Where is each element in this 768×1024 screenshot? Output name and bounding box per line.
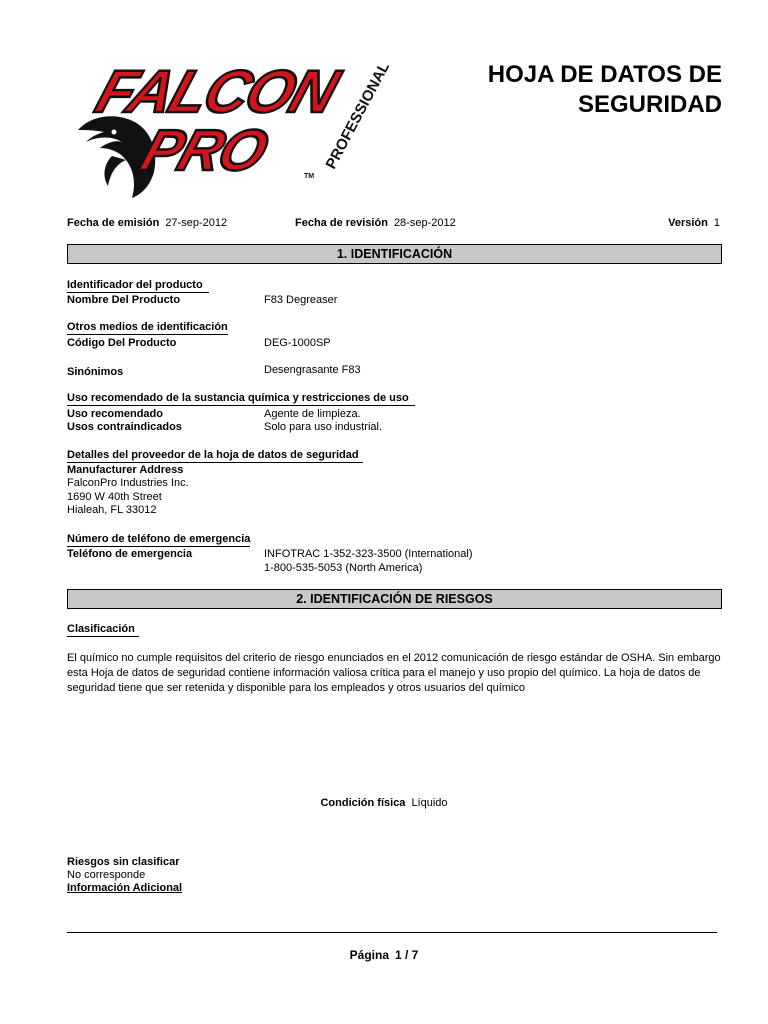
physical-condition — [0, 797, 768, 809]
page-number — [0, 948, 768, 962]
manufacturer-line-2: 1690 W 40th Street — [67, 491, 162, 503]
manufacturer-line-3: Hialeah, FL 33012 — [67, 504, 157, 516]
product-code-value: DEG-1000SP — [264, 337, 331, 349]
recommended-use-value: Agente de limpieza. — [264, 408, 361, 420]
issue-date-value: 27-sep-2012 — [165, 217, 228, 229]
other-means-heading: Otros medios de identificación — [67, 321, 228, 333]
emergency-phone-label: Teléfono de emergencia — [67, 548, 193, 560]
logo-falcon-text: FALCON — [88, 58, 345, 126]
additional-info-heading: Información Adicional — [67, 882, 183, 894]
section-1-header: 1. IDENTIFICACIÓN — [67, 244, 722, 264]
contraindicated-use-value: Solo para uso industrial. — [264, 421, 383, 433]
emergency-phone-line-2: 1-800-535-5053 (North America) — [264, 562, 423, 574]
unclassified-hazards-value: No corresponde — [67, 869, 146, 881]
product-name-label: Nombre Del Producto — [67, 294, 181, 306]
version-label: Versión — [668, 217, 708, 229]
product-identifier-heading: Identificador del producto — [67, 279, 209, 291]
classification-text: El químico no cumple requisitos del criterio de riesgo enunciados en el 2012 comunicación de riesgo estándar de OSHA. Sin embargo esta Hoja de datos de seguridad contiene información valiosa crítica para el manejo y uso propio del químico. La hoja de datos de seguridad tiene que ser retenida y disponible para los empleados y otros usuarios del químico — [67, 652, 721, 694]
document-title — [422, 60, 722, 120]
revision-date — [295, 217, 456, 229]
revision-date-label: Fecha de revisión — [295, 217, 388, 229]
logo-tm-text: TM — [304, 173, 315, 180]
version — [668, 217, 720, 229]
physical-condition-label: Condición física — [320, 797, 406, 809]
product-name-value: F83 Degreaser — [264, 294, 338, 306]
supplier-details-heading: Detalles del proveedor de la hoja de datos de seguridad — [67, 449, 363, 461]
classification-heading: Clasificación — [67, 623, 139, 635]
product-code-label: Código Del Producto — [67, 337, 177, 349]
footer-divider — [67, 932, 717, 933]
title-line-2: SEGURIDAD — [577, 91, 722, 118]
emergency-phone-heading: Número de teléfono de emergencia — [67, 533, 251, 545]
section-2-header: 2. IDENTIFICACIÓN DE RIESGOS — [67, 589, 722, 609]
logo-pro-text: PRO — [133, 117, 275, 183]
issue-date-label: Fecha de emisión — [67, 217, 160, 229]
synonyms-value: Desengrasante F83 — [264, 364, 361, 376]
revision-date-value: 28-sep-2012 — [393, 217, 456, 229]
unclassified-hazards-label: Riesgos sin clasificar — [67, 856, 180, 868]
emergency-phone-line-1: INFOTRAC 1-352-323-3500 (International) — [264, 548, 473, 560]
recommended-use-label: Uso recomendado — [67, 408, 163, 420]
title-line-1: HOJA DE DATOS DE — [487, 61, 722, 88]
manufacturer-line-1: FalconPro Industries Inc. — [67, 477, 189, 489]
recommended-use-heading: Uso recomendado de la sustancia química y restricciones de uso — [67, 392, 415, 404]
physical-condition-value: Líquido — [411, 797, 448, 809]
falcon-pro-logo — [72, 52, 402, 202]
page-value: 1 / 7 — [395, 948, 419, 962]
page-label: Página — [349, 948, 389, 962]
contraindicated-use-label: Usos contraindicados — [67, 421, 182, 433]
manufacturer-address-label: Manufacturer Address — [67, 464, 184, 476]
synonyms-label: Sinónimos — [67, 366, 124, 378]
version-value: 1 — [713, 217, 720, 229]
issue-date — [67, 217, 227, 229]
logo-professional-text: PROFESSIONAL — [322, 59, 394, 172]
